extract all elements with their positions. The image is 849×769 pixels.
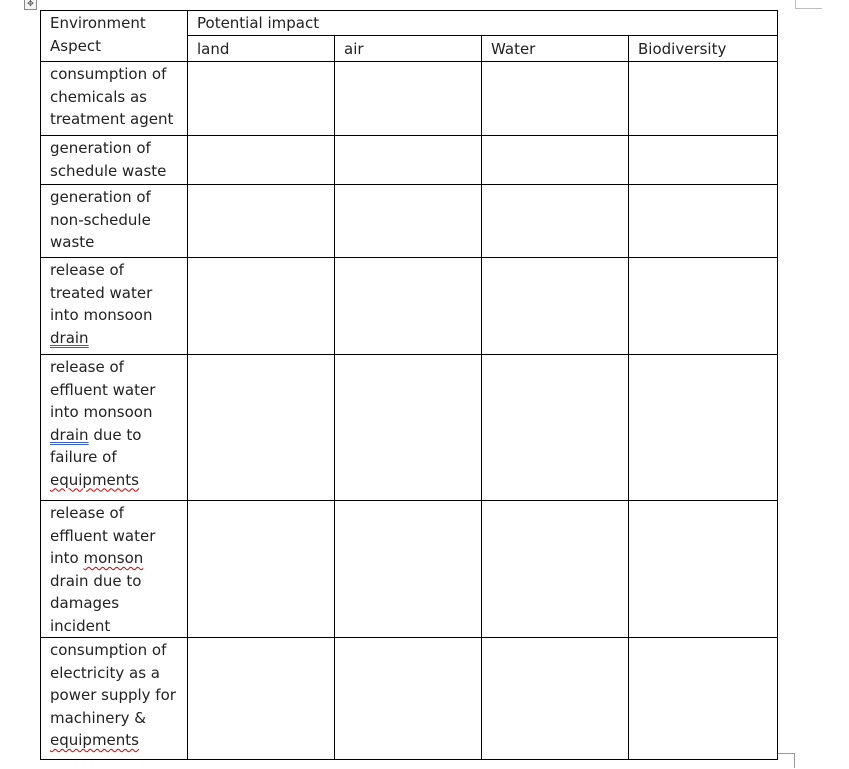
spelling-flagged-word: equipments xyxy=(50,731,139,749)
land-impact-cell[interactable] xyxy=(188,136,335,185)
aspect-text-line: chemicals as xyxy=(50,87,147,106)
column-header-air[interactable]: air xyxy=(335,36,482,62)
aspect-cell[interactable] xyxy=(41,501,188,638)
table-row xyxy=(41,185,778,258)
biodiversity-impact-cell[interactable] xyxy=(629,136,778,185)
land-impact-cell[interactable] xyxy=(188,355,335,501)
aspect-cell[interactable] xyxy=(41,258,188,355)
biodiversity-impact-cell[interactable] xyxy=(629,355,778,501)
aspect-text-line: damages xyxy=(50,594,120,612)
aspect-cell[interactable] xyxy=(41,185,188,258)
aspect-text-line: into monsoon xyxy=(50,403,153,421)
air-impact-cell[interactable] xyxy=(335,185,482,258)
table-row xyxy=(41,258,778,355)
water-impact-cell[interactable] xyxy=(482,258,629,355)
aspect-text-line: consumption of xyxy=(50,65,167,83)
column-header-land[interactable]: land xyxy=(188,36,335,62)
aspect-text-line: waste xyxy=(50,233,95,251)
table-row xyxy=(41,638,778,760)
aspect-text-line: generation of xyxy=(50,139,151,157)
aspect-text-line: effluent water xyxy=(50,380,156,399)
aspect-text-line xyxy=(50,424,181,447)
water-impact-cell[interactable] xyxy=(482,136,629,185)
table-row xyxy=(41,355,778,501)
table-row xyxy=(41,136,778,185)
aspect-cell[interactable] xyxy=(41,638,188,760)
aspect-text-fragment: due to xyxy=(88,425,142,444)
column-header-biodiversity[interactable]: Biodiversity xyxy=(629,36,778,62)
table-move-handle-icon[interactable]: ✥ xyxy=(24,0,37,10)
aspect-text-line xyxy=(50,469,181,492)
grammar-flagged-word: drain xyxy=(50,328,89,347)
land-impact-cell[interactable] xyxy=(188,185,335,258)
page-corner-marker xyxy=(795,0,822,9)
environmental-aspect-table xyxy=(40,10,778,760)
aspect-text-line: drain due to xyxy=(50,571,142,590)
table-row xyxy=(41,501,778,638)
aspect-text-line: schedule waste xyxy=(50,161,167,180)
air-impact-cell[interactable] xyxy=(335,136,482,185)
air-impact-cell[interactable] xyxy=(335,501,482,638)
aspect-text-line: consumption of xyxy=(50,641,167,659)
aspect-header-line1: Environment xyxy=(50,14,146,32)
aspect-text-line: machinery & xyxy=(50,708,146,727)
land-impact-cell[interactable] xyxy=(188,62,335,136)
aspect-text-line: generation of xyxy=(50,188,151,206)
air-impact-cell[interactable] xyxy=(335,355,482,501)
aspect-text-line: release of xyxy=(50,504,124,522)
air-impact-cell[interactable] xyxy=(335,62,482,136)
water-impact-cell[interactable] xyxy=(482,501,629,638)
aspect-text-line: non-schedule xyxy=(50,210,151,229)
table-resize-handle[interactable] xyxy=(778,753,795,768)
aspect-header-line2: Aspect xyxy=(50,36,101,55)
table-row xyxy=(41,62,778,136)
aspect-text-line: electricity as a xyxy=(50,663,160,682)
aspect-header-cell[interactable] xyxy=(41,11,188,62)
water-impact-cell[interactable] xyxy=(482,355,629,501)
air-impact-cell[interactable] xyxy=(335,638,482,760)
aspect-cell[interactable] xyxy=(41,62,188,136)
aspect-text-line: failure of xyxy=(50,448,117,466)
biodiversity-impact-cell[interactable] xyxy=(629,185,778,258)
land-impact-cell[interactable] xyxy=(188,638,335,760)
spelling-flagged-word: monson xyxy=(83,549,144,567)
potential-impact-header[interactable]: Potential impact xyxy=(188,11,778,36)
land-impact-cell[interactable] xyxy=(188,258,335,355)
spelling-flagged-word: equipments xyxy=(50,470,139,489)
air-impact-cell[interactable] xyxy=(335,258,482,355)
biodiversity-impact-cell[interactable] xyxy=(629,638,778,760)
aspect-text-line xyxy=(50,547,181,570)
aspect-text-line xyxy=(50,327,181,350)
aspect-cell[interactable] xyxy=(41,136,188,185)
biodiversity-impact-cell[interactable] xyxy=(629,62,778,136)
aspect-text-line: release of xyxy=(50,261,124,279)
aspect-text-line: into monsoon xyxy=(50,306,153,324)
table-header-row-1 xyxy=(41,11,778,36)
aspect-text-line: incident xyxy=(50,616,111,635)
aspect-text-line: effluent water xyxy=(50,526,156,545)
biodiversity-impact-cell[interactable] xyxy=(629,501,778,638)
water-impact-cell[interactable] xyxy=(482,185,629,258)
column-header-water[interactable]: Water xyxy=(482,36,629,62)
aspect-text-line: treatment agent xyxy=(50,110,174,128)
aspect-text-fragment: into xyxy=(50,549,84,567)
aspect-text-line: treated water xyxy=(50,283,153,302)
aspect-text-line xyxy=(50,729,181,752)
water-impact-cell[interactable] xyxy=(482,62,629,136)
aspect-text-line: power supply for xyxy=(50,686,176,704)
grammar-flagged-word: drain xyxy=(50,425,89,444)
aspect-text-line: release of xyxy=(50,358,124,376)
aspect-cell[interactable] xyxy=(41,355,188,501)
biodiversity-impact-cell[interactable] xyxy=(629,258,778,355)
water-impact-cell[interactable] xyxy=(482,638,629,760)
land-impact-cell[interactable] xyxy=(188,501,335,638)
